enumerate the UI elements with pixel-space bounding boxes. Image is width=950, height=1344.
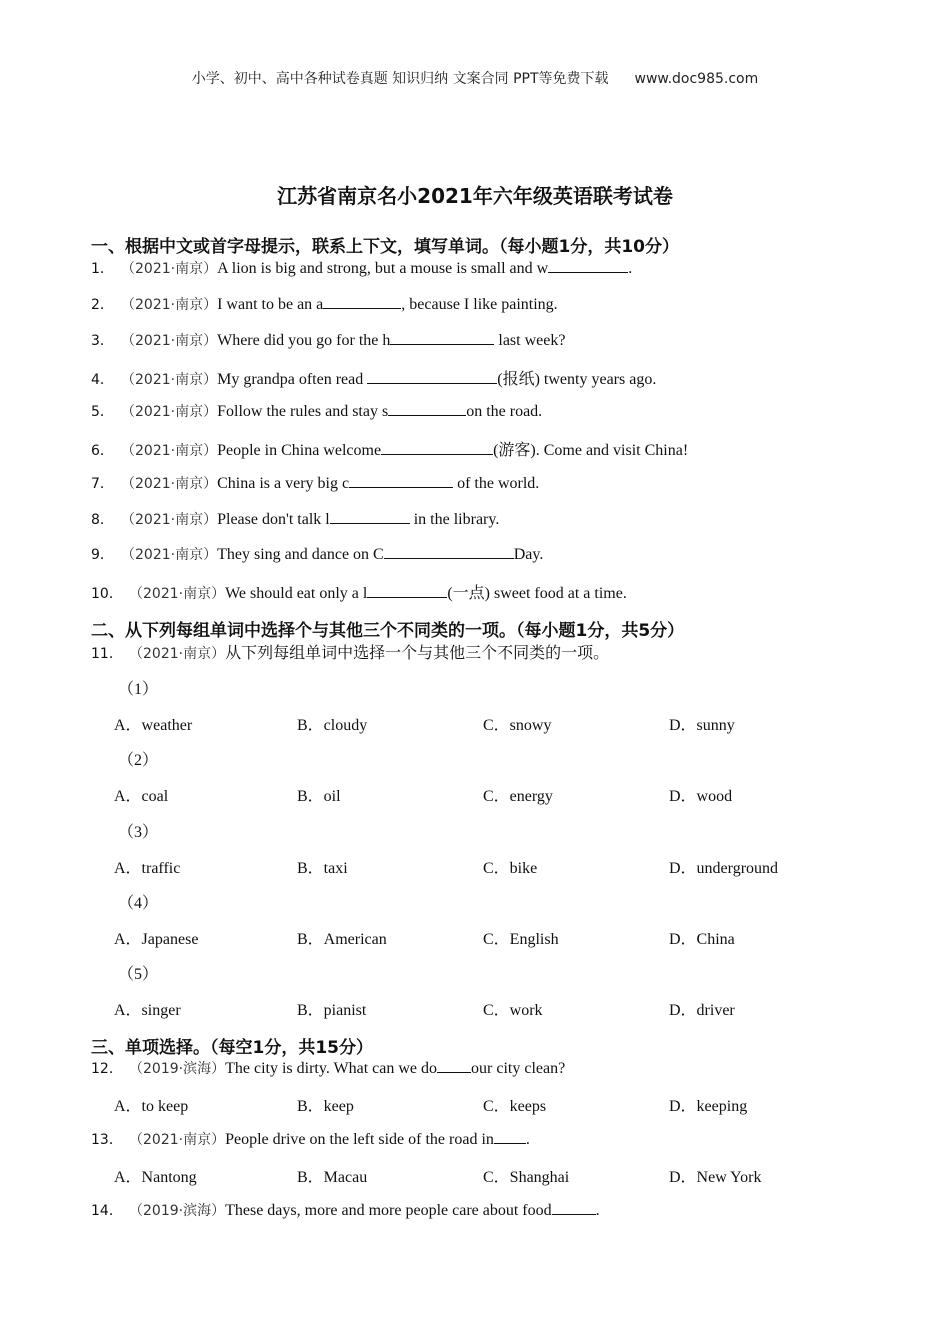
option-c[interactable]: C．English [483,931,559,948]
option-a[interactable]: A．traffic [114,860,181,877]
header-text: 小学、初中、高中各种试卷真题 知识归纳 文案合同 PPT等免费下载 [191,71,609,87]
option-b[interactable]: B．taxi [297,860,348,877]
option-d[interactable]: D．keeping [669,1098,748,1115]
section2-heading: 二、从下列每组单词中选择个与其他三个不同类的一项。（每小题1分，共5分） [91,621,685,641]
answer-blank[interactable] [381,440,493,455]
question-6: 6． （2021·南京）People in China welcome (游客). Come and visit China! [91,442,689,459]
group-label: （1） [118,681,159,698]
question-3: 3． （2021·南京）Where did you go for the h last week? [91,332,566,349]
option-c[interactable]: C．energy [483,788,553,805]
option-c[interactable]: C．keeps [483,1098,547,1115]
option-c[interactable]: C．work [483,1002,543,1019]
option-d[interactable]: D．New York [669,1169,762,1186]
option-a[interactable]: A．coal [114,788,169,805]
question-14: 14． （2019·滨海）These days, more and more people care about food . [91,1202,600,1219]
option-d[interactable]: D．driver [669,1002,735,1019]
answer-blank[interactable] [349,473,453,488]
group-label: （5） [118,966,159,983]
question-4: 4． （2021·南京）My grandpa often read (报纸) twenty years ago. [91,371,657,388]
answer-blank[interactable] [330,509,410,524]
header-url: www.doc985.com [634,71,759,87]
option-c[interactable]: C．Shanghai [483,1169,570,1186]
section1-heading: 一、根据中文或首字母提示，联系上下文，填写单词。（每小题1分，共10分） [91,237,679,257]
option-a[interactable]: A．Japanese [114,931,199,948]
question-8: 8． （2021·南京）Please don't talk l in the library. [91,511,500,528]
answer-blank[interactable] [437,1058,471,1073]
answer-blank[interactable] [494,1129,526,1144]
option-b[interactable]: B．cloudy [297,717,368,734]
section3-heading: 三、单项选择。（每空1分，共15分） [91,1038,373,1058]
question-9: 9． （2021·南京）They sing and dance on C Day. [91,546,544,563]
question-13: 13． （2021·南京）People drive on the left side of the road in . [91,1131,530,1148]
page-header [0,68,950,88]
option-a[interactable]: A．weather [114,717,193,734]
question-7: 7． （2021·南京）China is a very big c of the world. [91,475,540,492]
answer-blank[interactable] [323,294,401,309]
option-b[interactable]: B．Macau [297,1169,368,1186]
question-5: 5． （2021·南京）Follow the rules and stay s on the road. [91,403,543,420]
answer-blank[interactable] [384,544,514,559]
answer-blank[interactable] [390,330,494,345]
option-d[interactable]: D．underground [669,860,779,877]
option-b[interactable]: B．keep [297,1098,354,1115]
question-10: 10． （2021·南京）We should eat only a l (一点) sweet food at a time. [91,585,627,602]
exam-title: 江苏省南京名小2021年六年级英语联考试卷 [277,184,673,208]
answer-blank[interactable] [367,369,497,384]
option-d[interactable]: D．wood [669,788,733,805]
option-d[interactable]: D．sunny [669,717,735,734]
option-b[interactable]: B．oil [297,788,341,805]
option-b[interactable]: B．pianist [297,1002,367,1019]
option-a[interactable]: A．to keep [114,1098,189,1115]
answer-blank[interactable] [548,258,628,273]
group-label: （2） [118,752,159,769]
question-1: 1． （2021·南京）A lion is big and strong, but a mouse is small and w . [91,260,633,277]
answer-blank[interactable] [388,401,466,416]
question-2: 2． （2021·南京）I want to be an a , because I like painting. [91,296,558,313]
option-b[interactable]: B．American [297,931,387,948]
question-11: 11． （2021·南京）从下列每组单词中选择一个与其他三个不同类的一项。 [91,645,610,662]
option-d[interactable]: D．China [669,931,735,948]
option-c[interactable]: C．snowy [483,717,552,734]
question-12: 12． （2019·滨海）The city is dirty. What can we do our city clean? [91,1060,566,1077]
answer-blank[interactable] [552,1200,596,1215]
answer-blank[interactable] [367,583,447,598]
option-a[interactable]: A．singer [114,1002,181,1019]
option-c[interactable]: C．bike [483,860,538,877]
group-label: （3） [118,824,159,841]
group-label: （4） [118,895,159,912]
option-a[interactable]: A．Nantong [114,1169,197,1186]
